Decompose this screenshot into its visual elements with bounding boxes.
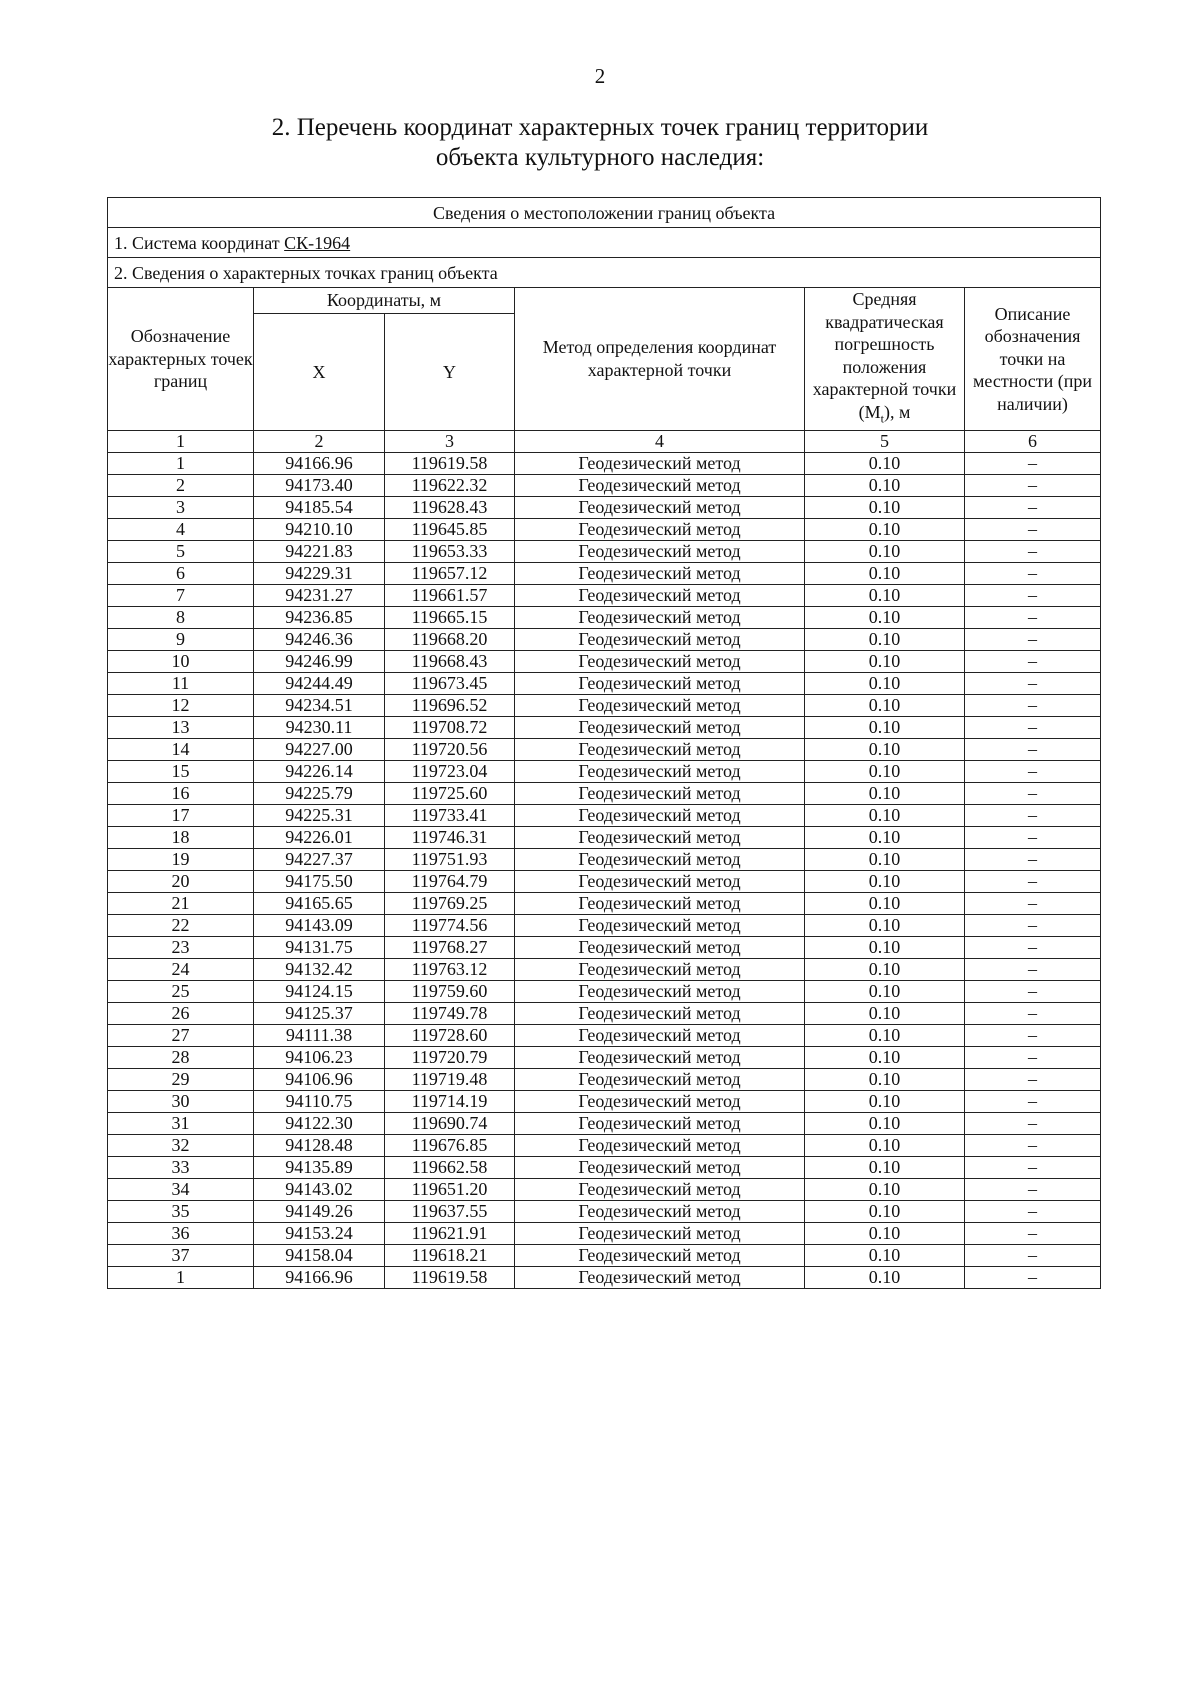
- method-cell: Геодезический метод: [515, 1178, 805, 1200]
- header-description: Описание обозначения точки на местности (при наличии): [965, 288, 1101, 431]
- y-cell: 119668.43: [385, 650, 515, 672]
- y-cell: 119665.15: [385, 606, 515, 628]
- y-cell: 119651.20: [385, 1178, 515, 1200]
- table-row: [108, 606, 1101, 628]
- method-cell: Геодезический метод: [515, 496, 805, 518]
- y-cell: 119714.19: [385, 1090, 515, 1112]
- coordinate-system-label: 1. Система координат: [114, 232, 285, 253]
- method-cell: Геодезический метод: [515, 1222, 805, 1244]
- error-cell: 0.10: [805, 716, 965, 738]
- description-cell: –: [965, 584, 1101, 606]
- point-number-cell: 7: [108, 584, 254, 606]
- error-cell: 0.10: [805, 870, 965, 892]
- y-cell: 119690.74: [385, 1112, 515, 1134]
- x-cell: 94210.10: [254, 518, 385, 540]
- point-number-cell: 14: [108, 738, 254, 760]
- method-cell: Геодезический метод: [515, 760, 805, 782]
- method-cell: Геодезический метод: [515, 1266, 805, 1288]
- description-cell: –: [965, 1156, 1101, 1178]
- column-number-2: 2: [254, 430, 385, 452]
- point-number-cell: 31: [108, 1112, 254, 1134]
- x-cell: 94229.31: [254, 562, 385, 584]
- error-cell: 0.10: [805, 628, 965, 650]
- error-cell: 0.10: [805, 452, 965, 474]
- y-cell: 119746.31: [385, 826, 515, 848]
- point-number-cell: 28: [108, 1046, 254, 1068]
- method-cell: Геодезический метод: [515, 804, 805, 826]
- description-cell: –: [965, 804, 1101, 826]
- table-row: [108, 518, 1101, 540]
- method-cell: Геодезический метод: [515, 1200, 805, 1222]
- description-cell: –: [965, 738, 1101, 760]
- point-number-cell: 20: [108, 870, 254, 892]
- x-cell: 94149.26: [254, 1200, 385, 1222]
- y-cell: 119720.56: [385, 738, 515, 760]
- description-cell: –: [965, 518, 1101, 540]
- error-cell: 0.10: [805, 584, 965, 606]
- method-cell: Геодезический метод: [515, 540, 805, 562]
- point-number-cell: 21: [108, 892, 254, 914]
- method-cell: Геодезический метод: [515, 672, 805, 694]
- method-cell: Геодезический метод: [515, 1002, 805, 1024]
- description-cell: –: [965, 694, 1101, 716]
- table-row: [108, 1266, 1101, 1288]
- x-cell: 94234.51: [254, 694, 385, 716]
- method-cell: Геодезический метод: [515, 738, 805, 760]
- x-cell: 94226.14: [254, 760, 385, 782]
- error-cell: 0.10: [805, 1178, 965, 1200]
- y-cell: 119673.45: [385, 672, 515, 694]
- error-cell: 0.10: [805, 1266, 965, 1288]
- header-error-text: Средняя квадратическая погрешность положения характерной точки $(M_t)$, м: [812, 289, 957, 426]
- x-cell: 94153.24: [254, 1222, 385, 1244]
- x-cell: 94246.36: [254, 628, 385, 650]
- method-cell: Геодезический метод: [515, 870, 805, 892]
- error-cell: 0.10: [805, 606, 965, 628]
- description-cell: –: [965, 606, 1101, 628]
- error-cell: 0.10: [805, 980, 965, 1002]
- header-coordinates: Координаты, м: [254, 288, 515, 314]
- coordinate-system-row: [108, 228, 1101, 258]
- table-row: [108, 1046, 1101, 1068]
- method-cell: Геодезический метод: [515, 826, 805, 848]
- x-cell: 94166.96: [254, 1266, 385, 1288]
- table-row: [108, 694, 1101, 716]
- y-cell: 119637.55: [385, 1200, 515, 1222]
- method-cell: Геодезический метод: [515, 1068, 805, 1090]
- table-row: [108, 1156, 1101, 1178]
- table-row: [108, 738, 1101, 760]
- description-cell: –: [965, 1266, 1101, 1288]
- description-cell: –: [965, 1200, 1101, 1222]
- table-row: [108, 936, 1101, 958]
- points-info-label: 2. Сведения о характерных точках границ объекта: [108, 258, 1101, 288]
- table-row: [108, 1222, 1101, 1244]
- method-cell: Геодезический метод: [515, 606, 805, 628]
- method-cell: Геодезический метод: [515, 914, 805, 936]
- y-cell: 119696.52: [385, 694, 515, 716]
- error-cell: 0.10: [805, 1222, 965, 1244]
- method-cell: Геодезический метод: [515, 1046, 805, 1068]
- description-cell: –: [965, 452, 1101, 474]
- y-cell: 119653.33: [385, 540, 515, 562]
- document-title: [240, 113, 960, 173]
- description-cell: –: [965, 1046, 1101, 1068]
- x-cell: 94143.09: [254, 914, 385, 936]
- y-cell: 119645.85: [385, 518, 515, 540]
- error-cell: 0.10: [805, 1134, 965, 1156]
- point-number-cell: 3: [108, 496, 254, 518]
- y-cell: 119619.58: [385, 452, 515, 474]
- description-cell: –: [965, 782, 1101, 804]
- y-cell: 119763.12: [385, 958, 515, 980]
- y-cell: 119657.12: [385, 562, 515, 584]
- error-cell: 0.10: [805, 826, 965, 848]
- point-number-cell: 11: [108, 672, 254, 694]
- description-cell: –: [965, 650, 1101, 672]
- method-cell: Геодезический метод: [515, 1134, 805, 1156]
- point-number-cell: 23: [108, 936, 254, 958]
- point-number-cell: 16: [108, 782, 254, 804]
- header-y: Y: [385, 313, 515, 430]
- table-row: [108, 474, 1101, 496]
- description-cell: –: [965, 914, 1101, 936]
- error-cell: 0.10: [805, 1002, 965, 1024]
- description-cell: –: [965, 760, 1101, 782]
- method-cell: Геодезический метод: [515, 1024, 805, 1046]
- method-cell: Геодезический метод: [515, 848, 805, 870]
- method-cell: Геодезический метод: [515, 562, 805, 584]
- y-cell: 119708.72: [385, 716, 515, 738]
- y-cell: 119725.60: [385, 782, 515, 804]
- description-cell: –: [965, 1222, 1101, 1244]
- y-cell: 119619.58: [385, 1266, 515, 1288]
- y-cell: 119668.20: [385, 628, 515, 650]
- x-cell: 94236.85: [254, 606, 385, 628]
- point-number-cell: 22: [108, 914, 254, 936]
- x-cell: 94227.37: [254, 848, 385, 870]
- method-cell: Геодезический метод: [515, 518, 805, 540]
- table-row: [108, 1200, 1101, 1222]
- method-cell: Геодезический метод: [515, 650, 805, 672]
- point-number-cell: 37: [108, 1244, 254, 1266]
- error-cell: 0.10: [805, 496, 965, 518]
- point-number-cell: 34: [108, 1178, 254, 1200]
- method-cell: Геодезический метод: [515, 474, 805, 496]
- method-cell: Геодезический метод: [515, 716, 805, 738]
- y-cell: 119723.04: [385, 760, 515, 782]
- y-cell: 119768.27: [385, 936, 515, 958]
- column-number-6: 6: [965, 430, 1101, 452]
- table-row: [108, 496, 1101, 518]
- x-cell: 94135.89: [254, 1156, 385, 1178]
- x-cell: 94225.79: [254, 782, 385, 804]
- x-cell: 94110.75: [254, 1090, 385, 1112]
- x-cell: 94166.96: [254, 452, 385, 474]
- point-number-cell: 26: [108, 1002, 254, 1024]
- point-number-cell: 30: [108, 1090, 254, 1112]
- y-cell: 119774.56: [385, 914, 515, 936]
- description-cell: –: [965, 1024, 1101, 1046]
- y-cell: 119751.93: [385, 848, 515, 870]
- x-cell: 94111.38: [254, 1024, 385, 1046]
- table-row: [108, 1068, 1101, 1090]
- error-cell: 0.10: [805, 1090, 965, 1112]
- error-cell: 0.10: [805, 1200, 965, 1222]
- table-row: [108, 650, 1101, 672]
- error-cell: 0.10: [805, 1024, 965, 1046]
- point-number-cell: 32: [108, 1134, 254, 1156]
- y-cell: 119728.60: [385, 1024, 515, 1046]
- header-error: [805, 288, 965, 431]
- description-cell: –: [965, 848, 1101, 870]
- error-cell: 0.10: [805, 1156, 965, 1178]
- y-cell: 119733.41: [385, 804, 515, 826]
- point-number-cell: 2: [108, 474, 254, 496]
- description-cell: –: [965, 1178, 1101, 1200]
- column-number-4: 4: [515, 430, 805, 452]
- table-row: [108, 540, 1101, 562]
- point-number-cell: 29: [108, 1068, 254, 1090]
- point-number-cell: 35: [108, 1200, 254, 1222]
- method-cell: Геодезический метод: [515, 628, 805, 650]
- y-cell: 119618.21: [385, 1244, 515, 1266]
- table-row: [108, 782, 1101, 804]
- y-cell: 119661.57: [385, 584, 515, 606]
- method-cell: Геодезический метод: [515, 694, 805, 716]
- x-cell: 94122.30: [254, 1112, 385, 1134]
- y-cell: 119662.58: [385, 1156, 515, 1178]
- description-cell: –: [965, 1068, 1101, 1090]
- description-cell: –: [965, 892, 1101, 914]
- table-row: [108, 826, 1101, 848]
- description-cell: –: [965, 1112, 1101, 1134]
- table-row: [108, 672, 1101, 694]
- description-cell: –: [965, 936, 1101, 958]
- point-number-cell: 36: [108, 1222, 254, 1244]
- description-cell: –: [965, 496, 1101, 518]
- coordinate-system-value: СК-1964: [284, 232, 351, 253]
- error-cell: 0.10: [805, 1068, 965, 1090]
- column-number-3: 3: [385, 430, 515, 452]
- table-row: [108, 870, 1101, 892]
- coordinate-rows: [108, 452, 1101, 1288]
- y-cell: 119769.25: [385, 892, 515, 914]
- x-cell: 94143.02: [254, 1178, 385, 1200]
- point-number-cell: 15: [108, 760, 254, 782]
- method-cell: Геодезический метод: [515, 1090, 805, 1112]
- error-cell: 0.10: [805, 694, 965, 716]
- point-number-cell: 6: [108, 562, 254, 584]
- title-line-2: объекта культурного наследия:: [435, 144, 765, 171]
- x-cell: 94246.99: [254, 650, 385, 672]
- x-cell: 94244.49: [254, 672, 385, 694]
- section-title: Сведения о местоположении границ объекта: [108, 198, 1101, 228]
- error-cell: 0.10: [805, 1112, 965, 1134]
- description-cell: –: [965, 1002, 1101, 1024]
- table-row: [108, 1178, 1101, 1200]
- header-designation: Обозначение характерных точек границ: [108, 288, 254, 431]
- method-cell: Геодезический метод: [515, 936, 805, 958]
- y-cell: 119621.91: [385, 1222, 515, 1244]
- method-cell: Геодезический метод: [515, 782, 805, 804]
- table-row: [108, 1244, 1101, 1266]
- point-number-cell: 18: [108, 826, 254, 848]
- point-number-cell: 1: [108, 452, 254, 474]
- point-number-cell: 12: [108, 694, 254, 716]
- description-cell: –: [965, 980, 1101, 1002]
- header-method: Метод определения координат характерной точки: [515, 288, 805, 431]
- x-cell: 94175.50: [254, 870, 385, 892]
- table-row: [108, 848, 1101, 870]
- error-cell: 0.10: [805, 1046, 965, 1068]
- table-row: [108, 914, 1101, 936]
- y-cell: 119676.85: [385, 1134, 515, 1156]
- point-number-cell: 5: [108, 540, 254, 562]
- error-cell: 0.10: [805, 914, 965, 936]
- table-row: [108, 562, 1101, 584]
- column-number-5: 5: [805, 430, 965, 452]
- error-cell: 0.10: [805, 540, 965, 562]
- method-cell: Геодезический метод: [515, 980, 805, 1002]
- table-row: [108, 958, 1101, 980]
- method-cell: Геодезический метод: [515, 958, 805, 980]
- coordinates-table: [107, 197, 1101, 1289]
- point-number-cell: 24: [108, 958, 254, 980]
- point-number-cell: 9: [108, 628, 254, 650]
- error-cell: 0.10: [805, 562, 965, 584]
- point-number-cell: 8: [108, 606, 254, 628]
- table-row: [108, 892, 1101, 914]
- error-cell: 0.10: [805, 782, 965, 804]
- method-cell: Геодезический метод: [515, 1244, 805, 1266]
- point-number-cell: 10: [108, 650, 254, 672]
- y-cell: 119749.78: [385, 1002, 515, 1024]
- y-cell: 119764.79: [385, 870, 515, 892]
- error-cell: 0.10: [805, 848, 965, 870]
- point-number-cell: 17: [108, 804, 254, 826]
- table-row: [108, 760, 1101, 782]
- x-cell: 94132.42: [254, 958, 385, 980]
- y-cell: 119719.48: [385, 1068, 515, 1090]
- title-line-1: 2. Перечень координат характерных точек границ территории: [271, 114, 929, 141]
- x-cell: 94106.96: [254, 1068, 385, 1090]
- x-cell: 94158.04: [254, 1244, 385, 1266]
- point-number-cell: 1: [108, 1266, 254, 1288]
- point-number-cell: 4: [108, 518, 254, 540]
- point-number-cell: 19: [108, 848, 254, 870]
- description-cell: –: [965, 958, 1101, 980]
- method-cell: Геодезический метод: [515, 1112, 805, 1134]
- description-cell: –: [965, 826, 1101, 848]
- x-cell: 94173.40: [254, 474, 385, 496]
- method-cell: Геодезический метод: [515, 452, 805, 474]
- error-cell: 0.10: [805, 650, 965, 672]
- description-cell: –: [965, 562, 1101, 584]
- description-cell: –: [965, 628, 1101, 650]
- error-cell: 0.10: [805, 936, 965, 958]
- x-cell: 94128.48: [254, 1134, 385, 1156]
- error-cell: 0.10: [805, 958, 965, 980]
- description-cell: –: [965, 1134, 1101, 1156]
- point-number-cell: 33: [108, 1156, 254, 1178]
- error-cell: 0.10: [805, 518, 965, 540]
- error-cell: 0.10: [805, 1244, 965, 1266]
- y-cell: 119628.43: [385, 496, 515, 518]
- x-cell: 94125.37: [254, 1002, 385, 1024]
- x-cell: 94225.31: [254, 804, 385, 826]
- x-cell: 94230.11: [254, 716, 385, 738]
- method-cell: Геодезический метод: [515, 584, 805, 606]
- x-cell: 94231.27: [254, 584, 385, 606]
- error-cell: 0.10: [805, 738, 965, 760]
- header-x: X: [254, 313, 385, 430]
- table-row: [108, 1024, 1101, 1046]
- table-row: [108, 804, 1101, 826]
- page-number: 2: [594, 64, 606, 88]
- y-cell: 119720.79: [385, 1046, 515, 1068]
- description-cell: –: [965, 540, 1101, 562]
- table-row: [108, 584, 1101, 606]
- table-row: [108, 716, 1101, 738]
- error-cell: 0.10: [805, 804, 965, 826]
- table-row: [108, 628, 1101, 650]
- x-cell: 94185.54: [254, 496, 385, 518]
- table-row: [108, 1112, 1101, 1134]
- description-cell: –: [965, 716, 1101, 738]
- y-cell: 119622.32: [385, 474, 515, 496]
- x-cell: 94165.65: [254, 892, 385, 914]
- point-number-cell: 25: [108, 980, 254, 1002]
- description-cell: –: [965, 1090, 1101, 1112]
- x-cell: 94131.75: [254, 936, 385, 958]
- x-cell: 94221.83: [254, 540, 385, 562]
- description-cell: –: [965, 1244, 1101, 1266]
- error-cell: 0.10: [805, 760, 965, 782]
- table-row: [108, 452, 1101, 474]
- point-number-cell: 13: [108, 716, 254, 738]
- method-cell: Геодезический метод: [515, 1156, 805, 1178]
- error-cell: 0.10: [805, 672, 965, 694]
- description-cell: –: [965, 870, 1101, 892]
- x-cell: 94106.23: [254, 1046, 385, 1068]
- table-row: [108, 1002, 1101, 1024]
- description-cell: –: [965, 474, 1101, 496]
- error-cell: 0.10: [805, 474, 965, 496]
- table-row: [108, 1090, 1101, 1112]
- method-cell: Геодезический метод: [515, 892, 805, 914]
- column-number-row: [108, 430, 1101, 452]
- point-number-cell: 27: [108, 1024, 254, 1046]
- error-cell: 0.10: [805, 892, 965, 914]
- table-row: [108, 1134, 1101, 1156]
- x-cell: 94226.01: [254, 826, 385, 848]
- x-cell: 94227.00: [254, 738, 385, 760]
- x-cell: 94124.15: [254, 980, 385, 1002]
- column-number-1: 1: [108, 430, 254, 452]
- description-cell: –: [965, 672, 1101, 694]
- table-row: [108, 980, 1101, 1002]
- y-cell: 119759.60: [385, 980, 515, 1002]
